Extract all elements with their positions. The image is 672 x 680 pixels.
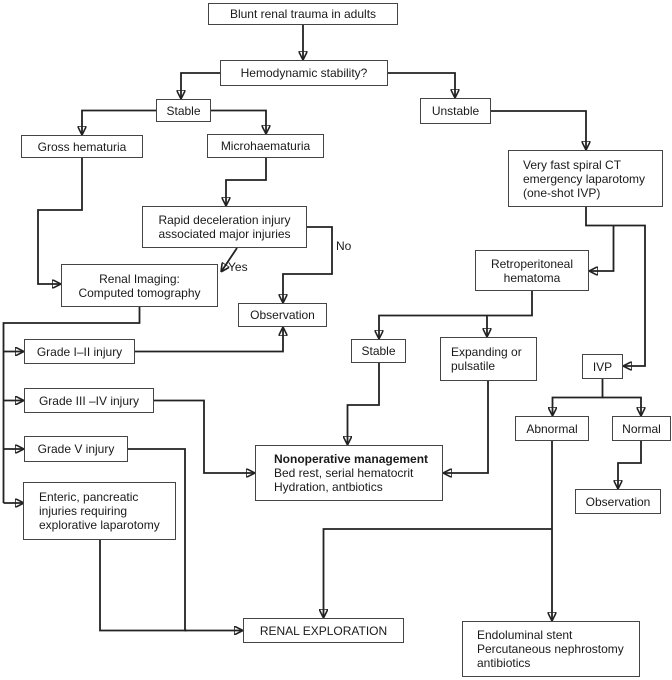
node-rapid-deceleration bbox=[142, 206, 307, 248]
edge-unstable-to-fastct bbox=[491, 111, 586, 150]
node-line: Bed rest, serial hematocrit bbox=[274, 466, 414, 480]
node-fast-spiral-ct bbox=[508, 150, 663, 207]
node-label: Unstable bbox=[431, 104, 480, 118]
node-label: Hemodynamic stability? bbox=[240, 66, 368, 80]
node-gross-hematuria bbox=[21, 135, 143, 158]
node-label: Grade III –IV injury bbox=[38, 393, 140, 408]
node-line: Rapid deceleration injury bbox=[158, 213, 291, 227]
node-renal-imaging bbox=[61, 264, 218, 307]
node-label: RENAL EXPLORATION bbox=[259, 623, 388, 638]
node-observation-2 bbox=[575, 489, 661, 514]
edge-grade12-to-observation bbox=[135, 327, 283, 352]
edge-grade34-to-nonoperative bbox=[154, 401, 255, 474]
edge-label-yes: Yes bbox=[228, 260, 248, 274]
node-label: Microhaematuria bbox=[220, 139, 311, 153]
edge-enteric-to-renal-exploration bbox=[100, 540, 187, 631]
node-line: Retroperitoneal bbox=[490, 256, 574, 271]
edge-hemodynamic-to-stable bbox=[181, 73, 220, 99]
node-title: Nonoperative management bbox=[274, 452, 429, 466]
node-line: explorative laparotomy bbox=[39, 518, 160, 532]
node-endoluminal-stent bbox=[462, 621, 640, 677]
node-line: (one-shot IVP) bbox=[523, 185, 601, 200]
node-line: Percutaneous nephrostomy bbox=[477, 642, 624, 656]
node-label: Stable bbox=[361, 344, 396, 358]
node-line: Endoluminal stent bbox=[477, 628, 573, 642]
node-unstable bbox=[420, 98, 491, 124]
node-label: Normal bbox=[622, 421, 661, 436]
node-label: IVP bbox=[592, 359, 613, 374]
edge-fastct-to-ivp bbox=[586, 207, 645, 366]
node-ivp bbox=[582, 354, 623, 379]
edge-label-no: No bbox=[336, 239, 352, 253]
node-label: Observation bbox=[250, 308, 315, 322]
node-label: Blunt renal trauma in adults bbox=[229, 7, 377, 21]
node-expanding-pulsatile bbox=[440, 337, 537, 381]
edge-stable-mid-to-nonoperative bbox=[348, 363, 380, 445]
node-microhaematuria bbox=[207, 134, 324, 158]
node-abnormal bbox=[515, 416, 589, 441]
edge-ivp-to-normal bbox=[603, 398, 642, 417]
node-grade-5-injury bbox=[24, 436, 128, 462]
node-label: Observation bbox=[585, 494, 651, 509]
node-enteric-pancreatic bbox=[23, 482, 176, 540]
node-line: pulsatile bbox=[451, 359, 496, 373]
node-line: Expanding or bbox=[451, 345, 522, 359]
node-line: antibiotics bbox=[477, 656, 531, 670]
node-normal bbox=[612, 416, 671, 441]
edge-abnormal-to-renal-exploration bbox=[324, 529, 553, 618]
node-hemodynamic-stability bbox=[220, 60, 388, 86]
node-line: hematoma bbox=[503, 270, 561, 285]
edge-hemodynamic-to-unstable bbox=[388, 73, 455, 98]
node-label: Stable bbox=[166, 103, 201, 118]
edge-stable-to-gross bbox=[82, 111, 156, 136]
node-retroperitoneal-hematoma bbox=[475, 250, 589, 291]
node-renal-exploration bbox=[243, 618, 404, 643]
node-stable-mid bbox=[351, 339, 406, 363]
edge-stable-to-micro bbox=[211, 111, 266, 135]
edge-normal-to-observation2 bbox=[618, 441, 641, 489]
node-observation-1 bbox=[238, 303, 327, 327]
node-stable-top bbox=[156, 99, 211, 122]
node-nonoperative-management bbox=[255, 445, 443, 501]
node-line: Enteric, pancreatic bbox=[39, 490, 139, 504]
node-line: injuries requiring bbox=[39, 504, 128, 518]
node-blunt-renal-trauma bbox=[208, 3, 398, 25]
edge-fastct-to-retroperitoneal bbox=[589, 226, 614, 272]
node-label: Abnormal bbox=[526, 421, 578, 436]
edge-micro-to-rapid bbox=[226, 158, 266, 206]
node-line: Renal Imaging: bbox=[99, 271, 180, 286]
edge-expanding-to-nonoperative bbox=[443, 381, 488, 473]
node-line: Very fast spiral CT bbox=[523, 157, 622, 172]
node-line: Hydration, antbiotics bbox=[274, 480, 383, 494]
node-label: Grade I–II injury bbox=[36, 344, 123, 359]
node-grade-3-4-injury bbox=[24, 388, 154, 413]
node-line: Computed tomography bbox=[78, 285, 201, 300]
node-label: Gross hematuria bbox=[37, 139, 127, 154]
node-line: associated major injuries bbox=[158, 227, 291, 241]
edge-ivp-to-abnormal bbox=[553, 379, 603, 416]
node-label: Grade V injury bbox=[37, 442, 115, 456]
node-line: emergency laparotomy bbox=[523, 171, 646, 186]
edge-retro-to-stable-mid bbox=[379, 291, 532, 339]
node-grade-1-2-injury bbox=[24, 339, 135, 364]
